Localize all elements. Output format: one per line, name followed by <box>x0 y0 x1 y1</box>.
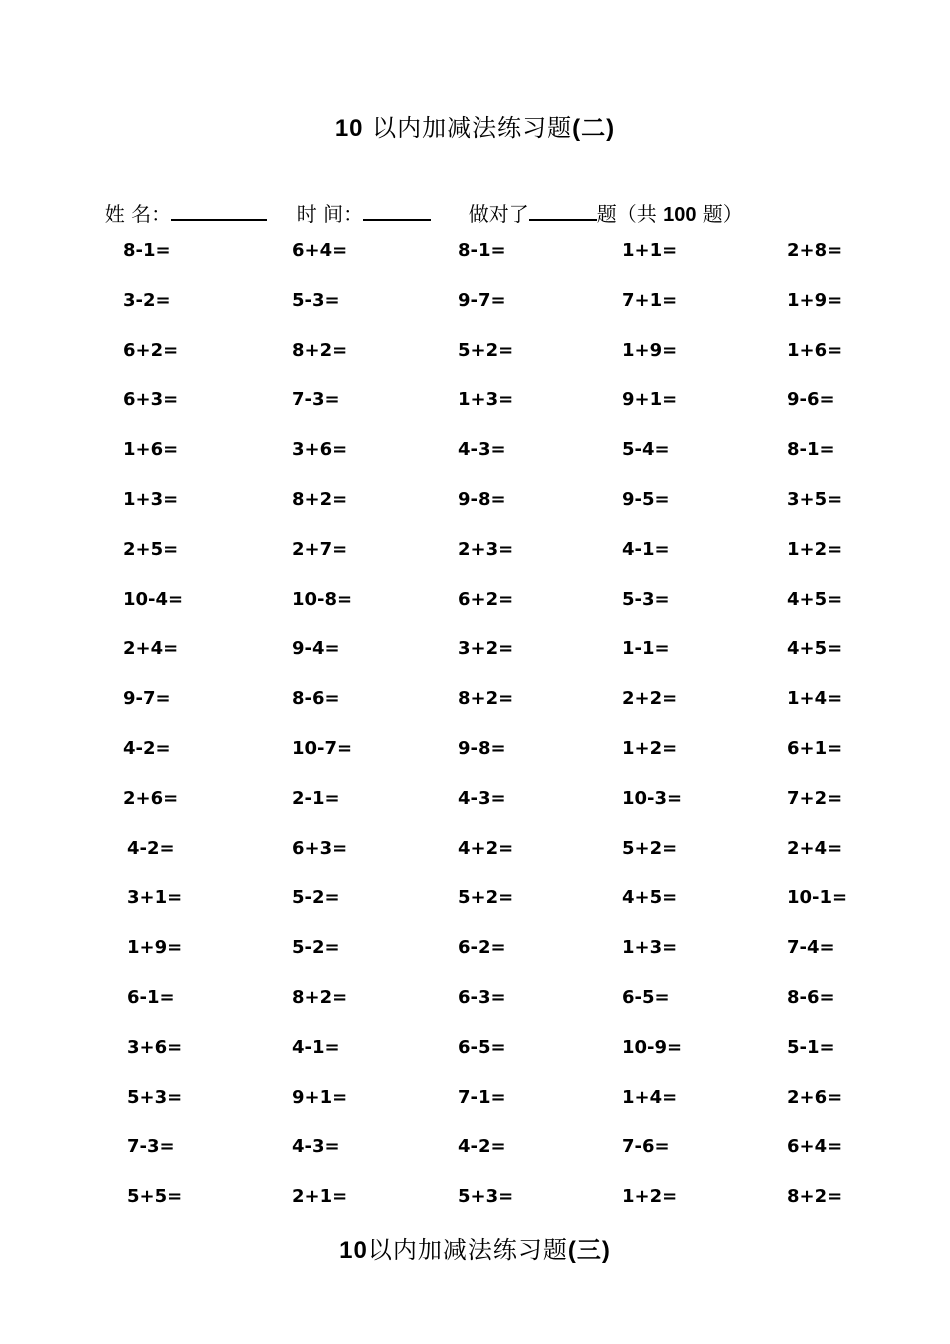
problem-item: 6+2= <box>123 339 179 361</box>
problem-item: 6-5= <box>622 987 670 1008</box>
problem-item: 6+1= <box>787 738 843 759</box>
problem-item: 10-9= <box>622 1036 683 1058</box>
problem-item: 5+5= <box>127 1186 183 1208</box>
problem-item: 1+2= <box>622 1186 678 1208</box>
problem-item: 4+5= <box>622 887 678 909</box>
problem-item: 1+9= <box>622 339 678 361</box>
problem-item: 9-8= <box>458 738 506 759</box>
problem-item: 3+6= <box>127 1036 183 1058</box>
problem-item: 7-1= <box>458 1086 506 1108</box>
name-field <box>92 174 267 227</box>
problem-item: 5-2= <box>292 887 340 909</box>
time-blank[interactable] <box>363 205 431 221</box>
problem-item: 1+1= <box>622 240 678 261</box>
problem-item: 2+8= <box>787 240 843 261</box>
problem-item: 2+6= <box>787 1086 843 1108</box>
problem-item: 3+1= <box>127 887 183 909</box>
problem-item: 5+2= <box>622 837 678 859</box>
problem-item: 4-1= <box>292 1036 340 1058</box>
problem-item: 5-3= <box>292 289 340 311</box>
problem-item: 9-4= <box>292 638 340 660</box>
name-blank[interactable] <box>171 205 267 221</box>
problem-item: 9-5= <box>622 489 670 510</box>
problem-item: 10-8= <box>292 588 353 610</box>
problem-item: 4+5= <box>787 588 843 610</box>
problem-item: 3+2= <box>458 638 514 660</box>
problem-item: 1+6= <box>787 339 843 361</box>
problem-item: 6-2= <box>458 937 506 959</box>
problem-item: 1+6= <box>123 439 179 461</box>
problem-item: 1+9= <box>787 289 843 311</box>
next-title-suffix: (三) <box>567 1237 611 1264</box>
problem-item: 6+2= <box>458 588 514 610</box>
problem-item: 8-1= <box>123 240 171 261</box>
problem-item: 5-4= <box>622 439 670 461</box>
name-label: 姓 名： <box>104 202 172 226</box>
problem-item: 4+5= <box>787 638 843 660</box>
problem-item: 2+1= <box>292 1186 348 1208</box>
problem-item: 4-3= <box>458 439 506 461</box>
problem-item: 5-1= <box>787 1036 835 1058</box>
problem-item: 8+2= <box>787 1186 843 1208</box>
title-suffix: (二) <box>572 115 616 142</box>
problem-item: 8-1= <box>458 240 506 261</box>
problem-item: 5+2= <box>458 339 514 361</box>
problem-item: 3-2= <box>123 289 171 311</box>
problem-item: 8+2= <box>292 489 348 510</box>
problem-item: 1+2= <box>787 538 843 560</box>
problem-item: 7-3= <box>127 1136 175 1158</box>
problem-item: 4-3= <box>458 787 506 809</box>
problem-item: 8+2= <box>458 688 514 710</box>
problem-item: 8+2= <box>292 339 348 361</box>
problem-item: 8-6= <box>787 987 835 1008</box>
problem-item: 5-3= <box>622 588 670 610</box>
problem-item: 7-4= <box>787 937 835 959</box>
problem-item: 4-2= <box>123 738 171 759</box>
correct-blank[interactable] <box>529 205 597 221</box>
problem-item: 10-1= <box>787 887 848 909</box>
problem-item: 1+2= <box>622 738 678 759</box>
problem-item: 5-2= <box>292 937 340 959</box>
problem-item: 1+3= <box>458 389 514 411</box>
problem-item: 4-2= <box>458 1136 506 1158</box>
time-label: 时 间： <box>296 202 364 226</box>
problem-item: 6-5= <box>458 1036 506 1058</box>
problem-item: 6+4= <box>292 240 348 261</box>
problem-item: 2+4= <box>123 638 179 660</box>
problem-item: 4-2= <box>127 837 175 859</box>
problem-item: 4-1= <box>622 538 670 560</box>
problem-item: 1+3= <box>622 937 678 959</box>
count-suffix: 题） <box>696 202 743 226</box>
problem-item: 9-8= <box>458 489 506 510</box>
problem-item: 5+3= <box>458 1186 514 1208</box>
problem-item: 5+3= <box>127 1086 183 1108</box>
title-text: 以内加减法练习题 <box>372 114 573 142</box>
problem-item: 2-1= <box>292 787 340 809</box>
time-field <box>284 174 431 227</box>
problem-item: 1+4= <box>622 1086 678 1108</box>
worksheet-title <box>0 108 950 143</box>
problem-item: 8-6= <box>292 688 340 710</box>
problem-item: 2+7= <box>292 538 348 560</box>
problem-item: 1+9= <box>127 937 183 959</box>
problem-item: 2+3= <box>458 538 514 560</box>
score-field <box>456 174 743 227</box>
problem-item: 10-7= <box>292 738 353 759</box>
problem-item: 8-1= <box>787 439 835 461</box>
problem-item: 7-3= <box>292 389 340 411</box>
problem-item: 7+1= <box>622 289 678 311</box>
correct-label: 做对了 <box>468 202 529 226</box>
problem-item: 3+5= <box>787 489 843 510</box>
problem-item: 6+3= <box>123 389 179 411</box>
problem-item: 6-3= <box>458 987 506 1008</box>
problem-item: 10-4= <box>123 588 184 610</box>
problem-item: 9+1= <box>622 389 678 411</box>
next-title-text: 以内加减法练习题 <box>367 1236 568 1264</box>
count-prefix: 题（共 <box>596 202 664 226</box>
problem-item: 1-1= <box>622 638 670 660</box>
problem-item: 9-7= <box>123 688 171 710</box>
next-title-number: 10 <box>339 1237 368 1264</box>
problem-item: 7-6= <box>622 1136 670 1158</box>
problem-item: 7+2= <box>787 787 843 809</box>
problem-item: 4-3= <box>292 1136 340 1158</box>
problem-item: 10-3= <box>622 787 683 809</box>
next-worksheet-title <box>0 1230 950 1265</box>
problem-item: 5+2= <box>458 887 514 909</box>
problem-item: 8+2= <box>292 987 348 1008</box>
problem-item: 1+4= <box>787 688 843 710</box>
problem-item: 6+4= <box>787 1136 843 1158</box>
problem-item: 2+2= <box>622 688 678 710</box>
problem-item: 2+5= <box>123 538 179 560</box>
problem-item: 6+3= <box>292 837 348 859</box>
problem-item: 9-6= <box>787 389 835 411</box>
problem-item: 9-7= <box>458 289 506 311</box>
problem-item: 9+1= <box>292 1086 348 1108</box>
problem-item: 3+6= <box>292 439 348 461</box>
problem-item: 2+6= <box>123 787 179 809</box>
count-number: 100 <box>663 204 697 226</box>
problem-item: 2+4= <box>787 837 843 859</box>
problem-item: 6-1= <box>127 987 175 1008</box>
title-number: 10 <box>334 115 364 142</box>
problem-item: 4+2= <box>458 837 514 859</box>
problem-item: 1+3= <box>123 489 179 510</box>
